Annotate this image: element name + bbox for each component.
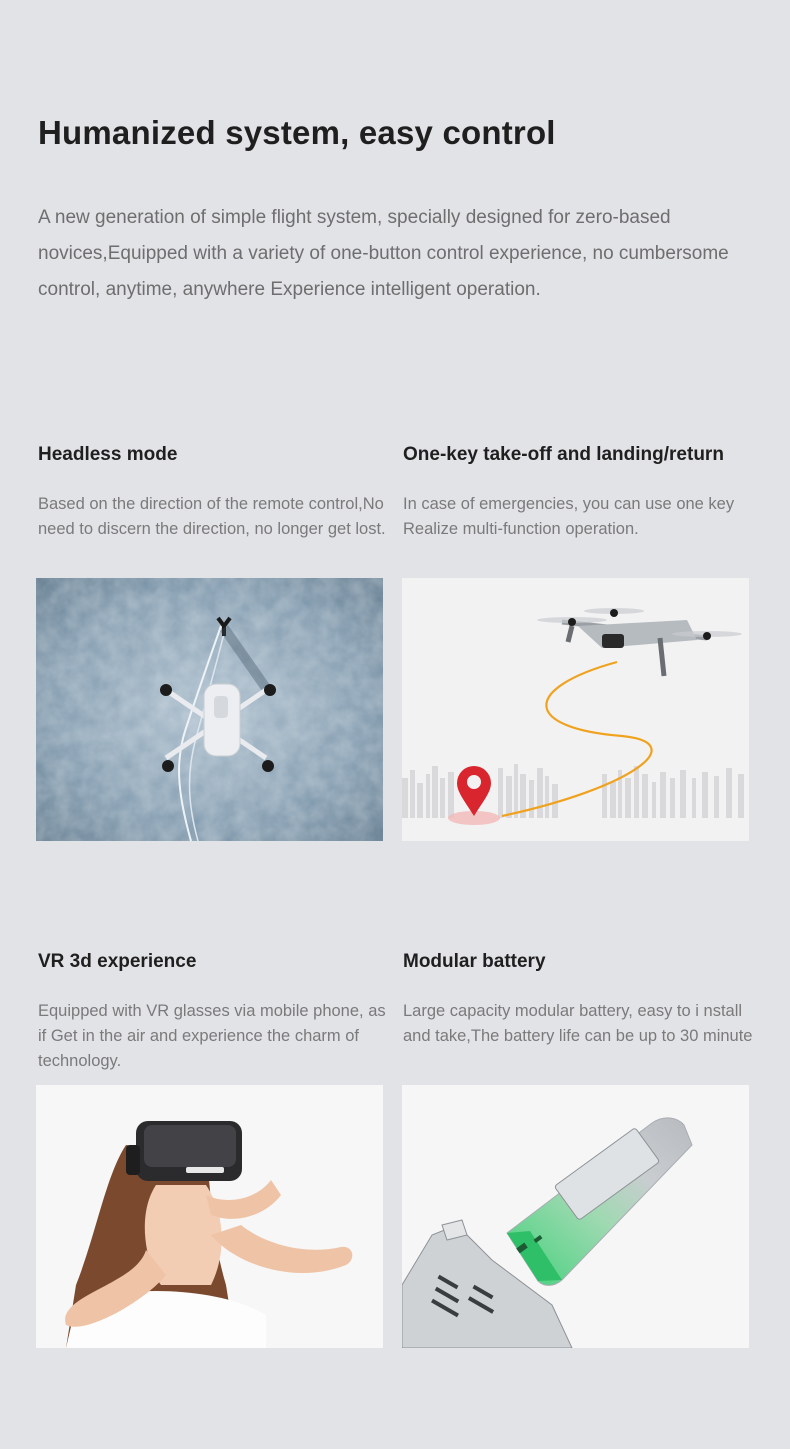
feature-headless-desc: Based on the direction of the remote control,No need to discern the direction, no longer get lost. (38, 495, 386, 538)
drone-return-path-image (402, 578, 749, 841)
feature-return-title: One-key take-off and landing/return (403, 444, 724, 465)
feature-return-desc: In case of emergencies, you can use one key Realize multi-function operation. (403, 495, 735, 538)
intro-paragraph: A new generation of simple flight system, specially designed for zero-based novices,Equipped with a variety of one-button control experience, no cumbersome control, anytime, anywhere Experience intelligent operation. (38, 207, 729, 300)
modular-battery-image (402, 1085, 749, 1348)
feature-vr-desc: Equipped with VR glasses via mobile phone, as if Get in the air and experience the charm of technology. (38, 1002, 386, 1070)
feature-battery-title: Modular battery (403, 951, 546, 972)
girl-vr-headset-image (36, 1085, 383, 1348)
page-title: Humanized system, easy control (38, 114, 556, 151)
feature-battery-desc: Large capacity modular battery, easy to i nstall and take,The battery life can be up to 30 minute (403, 1002, 753, 1045)
feature-vr-title: VR 3d experience (38, 951, 197, 972)
feature-headless-title: Headless mode (38, 444, 178, 465)
drone-over-snow-image (36, 578, 383, 841)
